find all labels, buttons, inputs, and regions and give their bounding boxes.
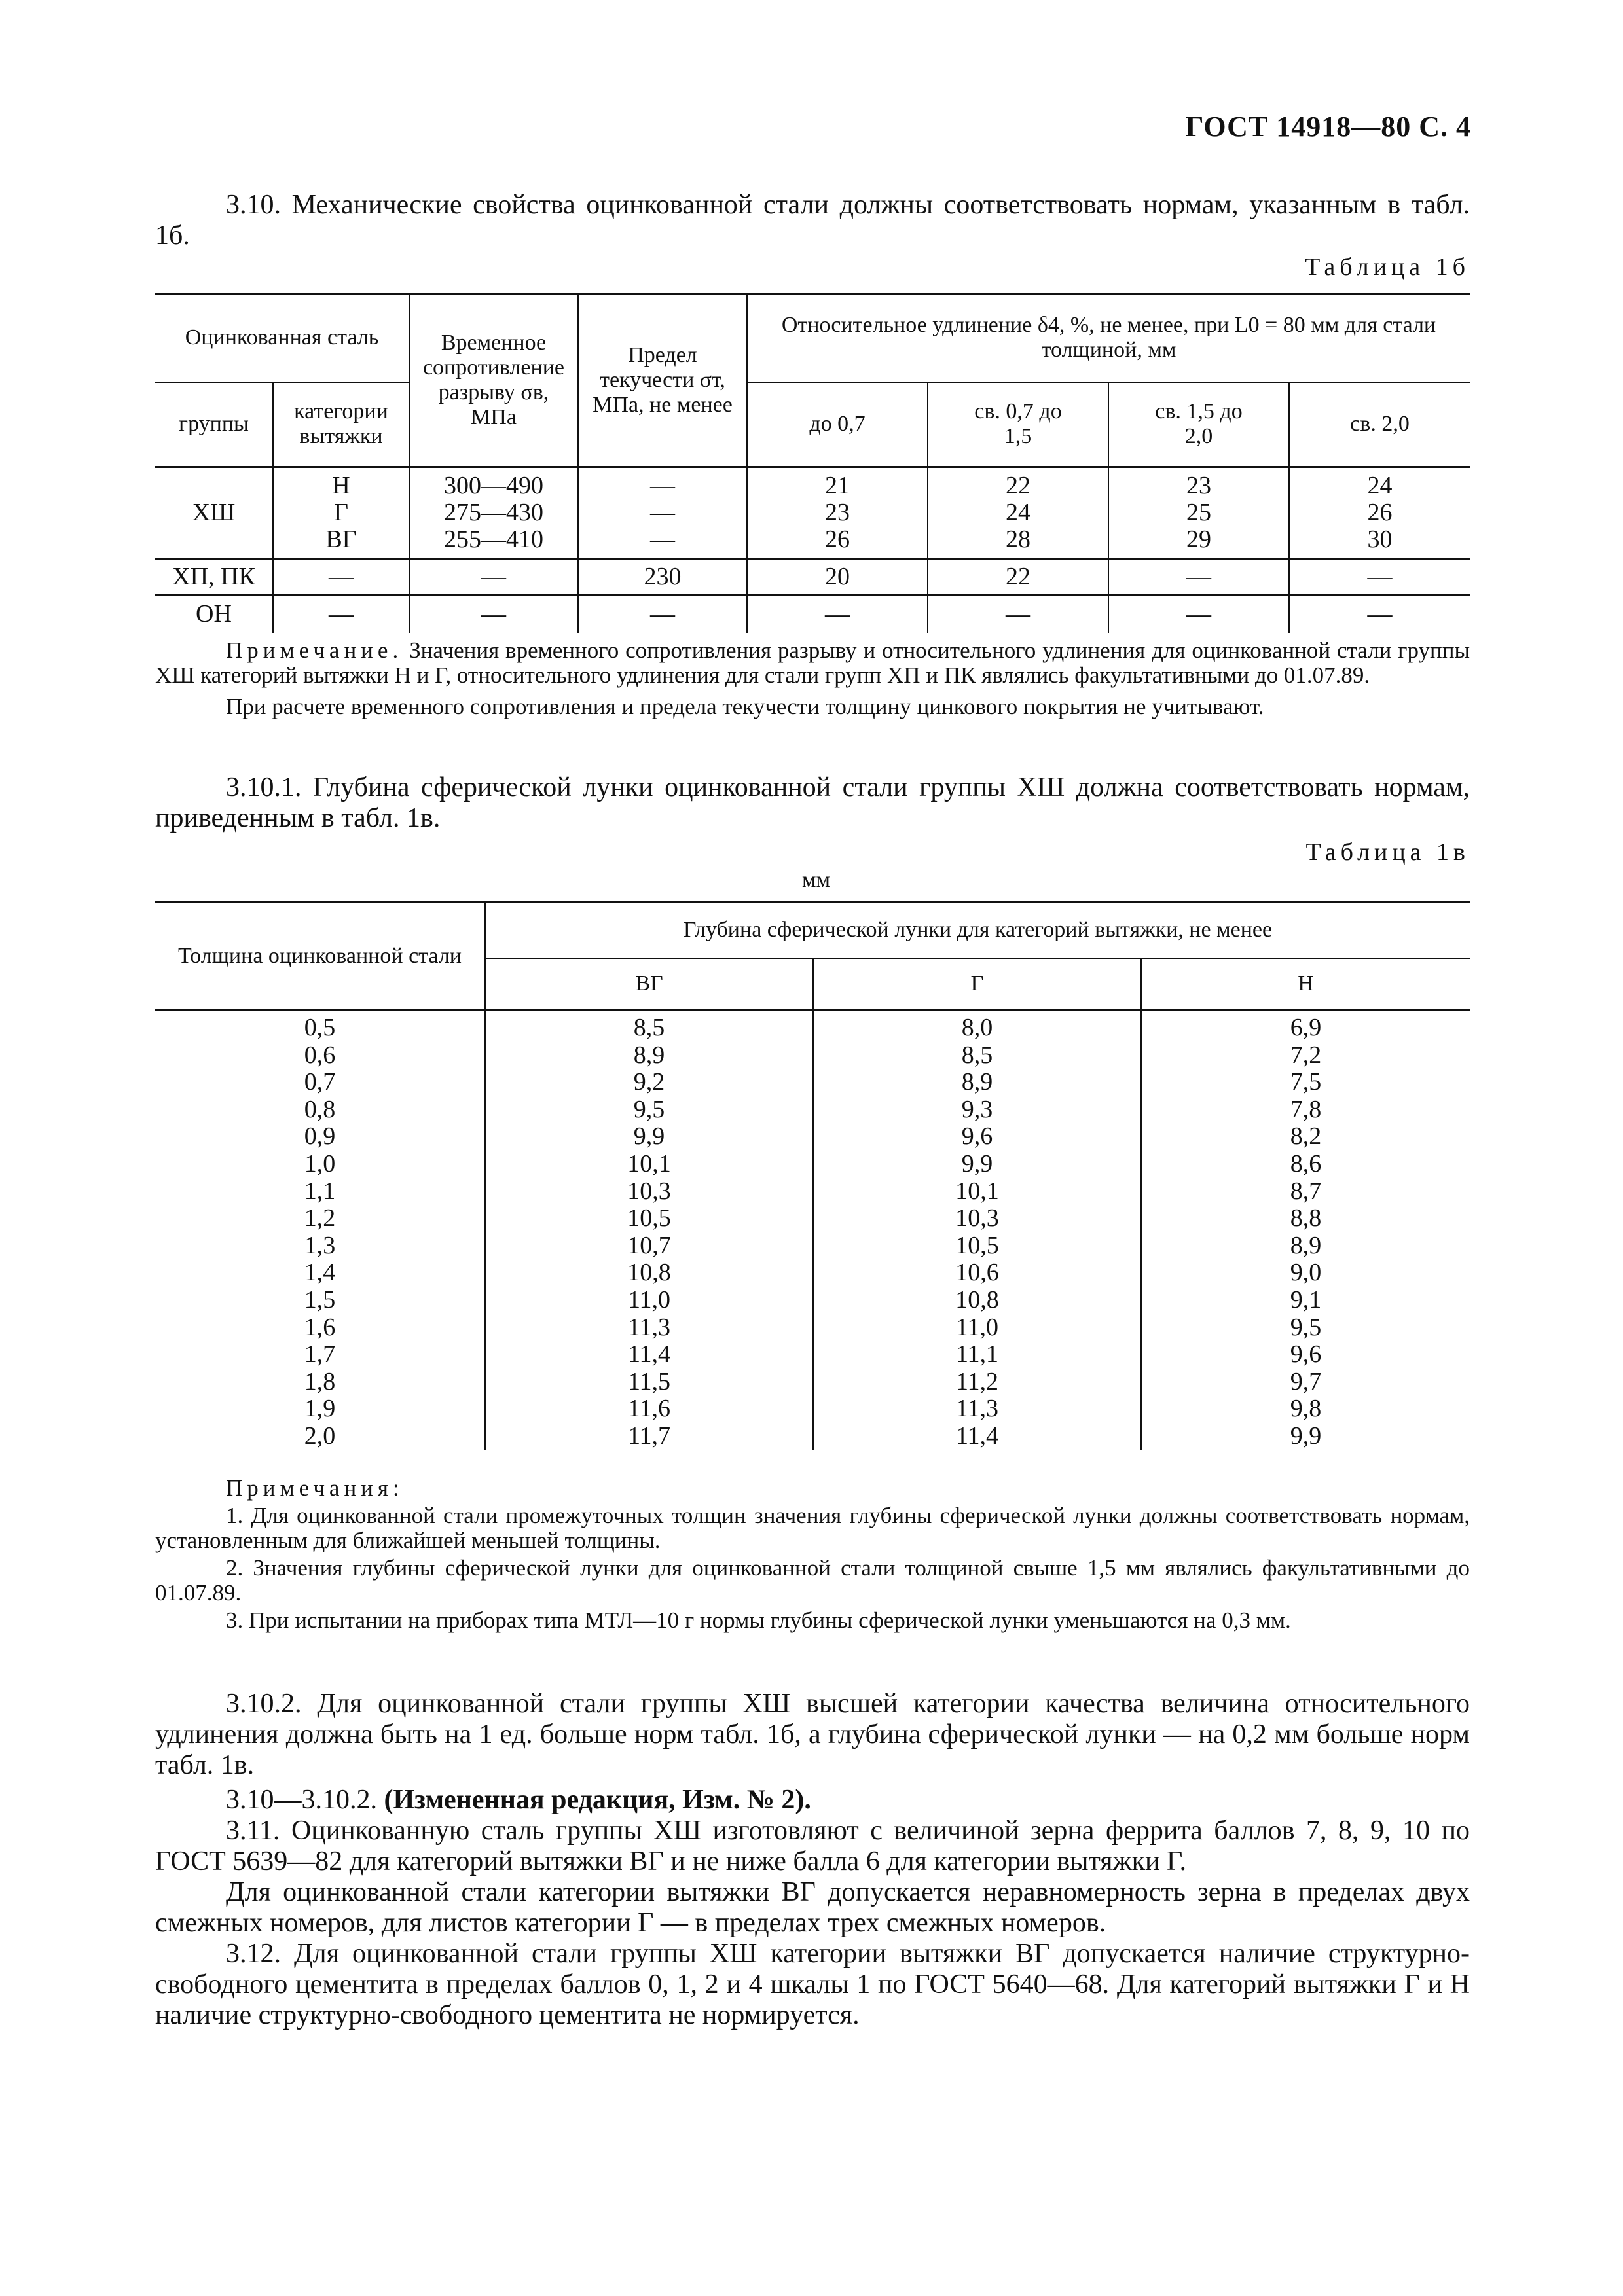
table-1b-cell-yield: — — — — [578, 467, 747, 559]
paragraph-3-11: 3.11. Оцинкованную сталь группы ХШ изготовляют с величиной зерна феррита баллов 7, 8, 9, 10 по ГОСТ 5639—82 для категорий вытяжки ВГ и не ниже балла 6 для категории вытяжки Г. — [155, 1816, 1470, 1876]
paragraph-3-12: 3.12. Для оцинкованной стали группы ХШ категории вытяжки ВГ допускается наличие структурно-свободного цементита в пределах баллов 0, 1, 2 и 4 шкалы 1 по ГОСТ 5640—68. Для категорий вытяжки Г и Н наличие структурно-свободного цементита не нормируется. — [155, 1939, 1470, 2030]
table-1b-cell-col1: 20 — [747, 559, 928, 595]
table-1v-col-vg: 8,5 8,9 9,2 9,5 9,9 10,1 10,3 10,5 10,7 10,8 11,0 11,3 11,4 11,5 11,6 11,7 — [485, 1011, 813, 1450]
table-1v-unit: мм — [802, 868, 831, 892]
table-1v-header-thickness: Толщина оцинкованной стали — [155, 903, 485, 1011]
paragraph-3-10: 3.10. Механические свойства оцинкованной стали должны соответствовать нормам, указанным в табл. 1б. — [155, 190, 1470, 251]
table-1b-caption: Таблица 1б — [1305, 253, 1470, 281]
table-1b-cell-col1: — — [747, 595, 928, 633]
table-1b-cell-strength: — — [409, 559, 578, 595]
table-1b-cell-col4: — — [1289, 559, 1470, 595]
table-1v-notes — [155, 1476, 1470, 1633]
table-1b-header-yield: Предел текучести σт, МПа, не менее — [578, 294, 747, 467]
table-row — [155, 467, 1470, 559]
table-1v-header-vg: ВГ — [485, 958, 813, 1011]
table-1b — [155, 293, 1470, 633]
paragraph-amendment: 3.10—3.10.2. (Измененная редакция, Изм. № 2). — [226, 1785, 811, 1815]
table-row — [155, 559, 1470, 595]
table-1b-cell-strength: — — [409, 595, 578, 633]
table-1v-header-n: Н — [1141, 958, 1470, 1011]
notes-label: Примечания: — [226, 1475, 404, 1501]
table-1b-cell-col2: — — [928, 595, 1108, 633]
table-1v-col-n: 6,9 7,2 7,5 7,8 8,2 8,6 8,7 8,8 8,9 9,0 9,1 9,5 9,6 9,7 9,8 9,9 — [1141, 1011, 1470, 1450]
table-1b-cell-col1: 21 23 26 — [747, 467, 928, 559]
table-1b-header-col3: св. 1,5 до 2,0 — [1108, 382, 1289, 467]
table-1b-cell-col3: — — [1108, 595, 1289, 633]
table-1b-cell-yield: — — [578, 595, 747, 633]
paragraph-3-10-1: 3.10.1. Глубина сферической лунки оцинкованной стали группы ХШ должна соответствовать нормам, приведенным в табл. 1в. — [155, 772, 1470, 833]
table-1b-cell-category: Н Г ВГ — [273, 467, 409, 559]
table-1b-note — [155, 638, 1470, 719]
table-1v-header-g: Г — [813, 958, 1141, 1011]
table-1b-cell-col3: 23 25 29 — [1108, 467, 1289, 559]
table-1b-cell-group: ХП, ПК — [155, 559, 273, 595]
table-1b-cell-col3: — — [1108, 559, 1289, 595]
note-extra: При расчете временного сопротивления и предела текучести толщину цинкового покрытия не учитывают. — [226, 694, 1264, 719]
table-1b-cell-col4: 24 26 30 — [1289, 467, 1470, 559]
table-1v-col-thickness: 0,5 0,6 0,7 0,8 0,9 1,0 1,1 1,2 1,3 1,4 1,5 1,6 1,7 1,8 1,9 2,0 — [304, 1014, 336, 1450]
note-label: Примечание. — [226, 637, 403, 663]
table-1v — [155, 901, 1470, 1450]
table-1b-cell-col2: 22 — [928, 559, 1108, 595]
table-1b-cell-group: ОН — [196, 600, 232, 628]
note-text: Значения временного сопротивления разрыву и относительного удлинения для оцинкованной стали группы ХШ категорий вытяжки Н и Г, относительного удлинения для стали групп ХП и ПК являлись факультативными до 01.07.89. — [155, 637, 1470, 688]
note-item-3: 3. При испытании на приборах типа МТЛ—10 г нормы глубины сферической лунки уменьшаются на 0,3 мм. — [226, 1607, 1291, 1633]
table-1b-cell-category: — — [273, 559, 409, 595]
table-1b-header-group: группы — [155, 382, 273, 467]
document-header: ГОСТ 14918—80 С. 4 — [1185, 111, 1471, 143]
table-1b-cell-yield: 230 — [578, 559, 747, 595]
table-1b-header-steel: Оцинкованная сталь — [155, 294, 409, 382]
table-1b-cell-group: ХШ — [155, 467, 273, 559]
paragraph-3-11-b: Для оцинкованной стали категории вытяжки ВГ допускается неравномерность зерна в пределах двух смежных номеров, для листов категории Г — в пределах трех смежных номеров. — [155, 1877, 1470, 1938]
paragraph-3-10-2: 3.10.2. Для оцинкованной стали группы ХШ высшей категории качества величина относительного удлинения должна быть на 1 ед. больше норм табл. 1б, а глубина сферической лунки — на 0,2 мм больше норм табл. 1в. — [155, 1689, 1470, 1780]
table-1b-header-category: категории вытяжки — [273, 382, 409, 467]
note-item-1: 1. Для оцинкованной стали промежуточных толщин значения глубины сферической лунки должны соответствовать нормам, установленным для ближайшей меньшей толщины. — [155, 1503, 1470, 1553]
table-1b-header-col2: св. 0,7 до 1,5 — [928, 382, 1108, 467]
table-1v-caption: Таблица 1в — [1305, 838, 1470, 866]
table-1b-header-elongation: Относительное удлинение δ4, %, не менее, при L0 = 80 мм для стали толщиной, мм — [747, 294, 1470, 382]
table-1b-header-strength: Временное сопротивление разрыву σв, МПа — [409, 294, 578, 467]
table-1v-col-g: 8,0 8,5 8,9 9,3 9,6 9,9 10,1 10,3 10,5 10,6 10,8 11,0 11,1 11,2 11,3 11,4 — [813, 1011, 1141, 1450]
table-1b-cell-category: — — [273, 595, 409, 633]
table-row — [155, 1011, 1470, 1450]
table-1b-cell-col2: 22 24 28 — [928, 467, 1108, 559]
table-1b-cell-col4: — — [1289, 595, 1470, 633]
table-row — [155, 595, 1470, 633]
table-1b-header-col4: св. 2,0 — [1289, 382, 1470, 467]
note-item-2: 2. Значения глубины сферической лунки для оцинкованной стали толщиной свыше 1,5 мм являлись факультативными до 01.07.89. — [155, 1555, 1470, 1605]
table-1b-cell-strength: 300—490 275—430 255—410 — [409, 467, 578, 559]
table-1v-header-depth: Глубина сферической лунки для категорий вытяжки, не менее — [485, 903, 1470, 958]
table-1b-header-col1: до 0,7 — [747, 382, 928, 467]
